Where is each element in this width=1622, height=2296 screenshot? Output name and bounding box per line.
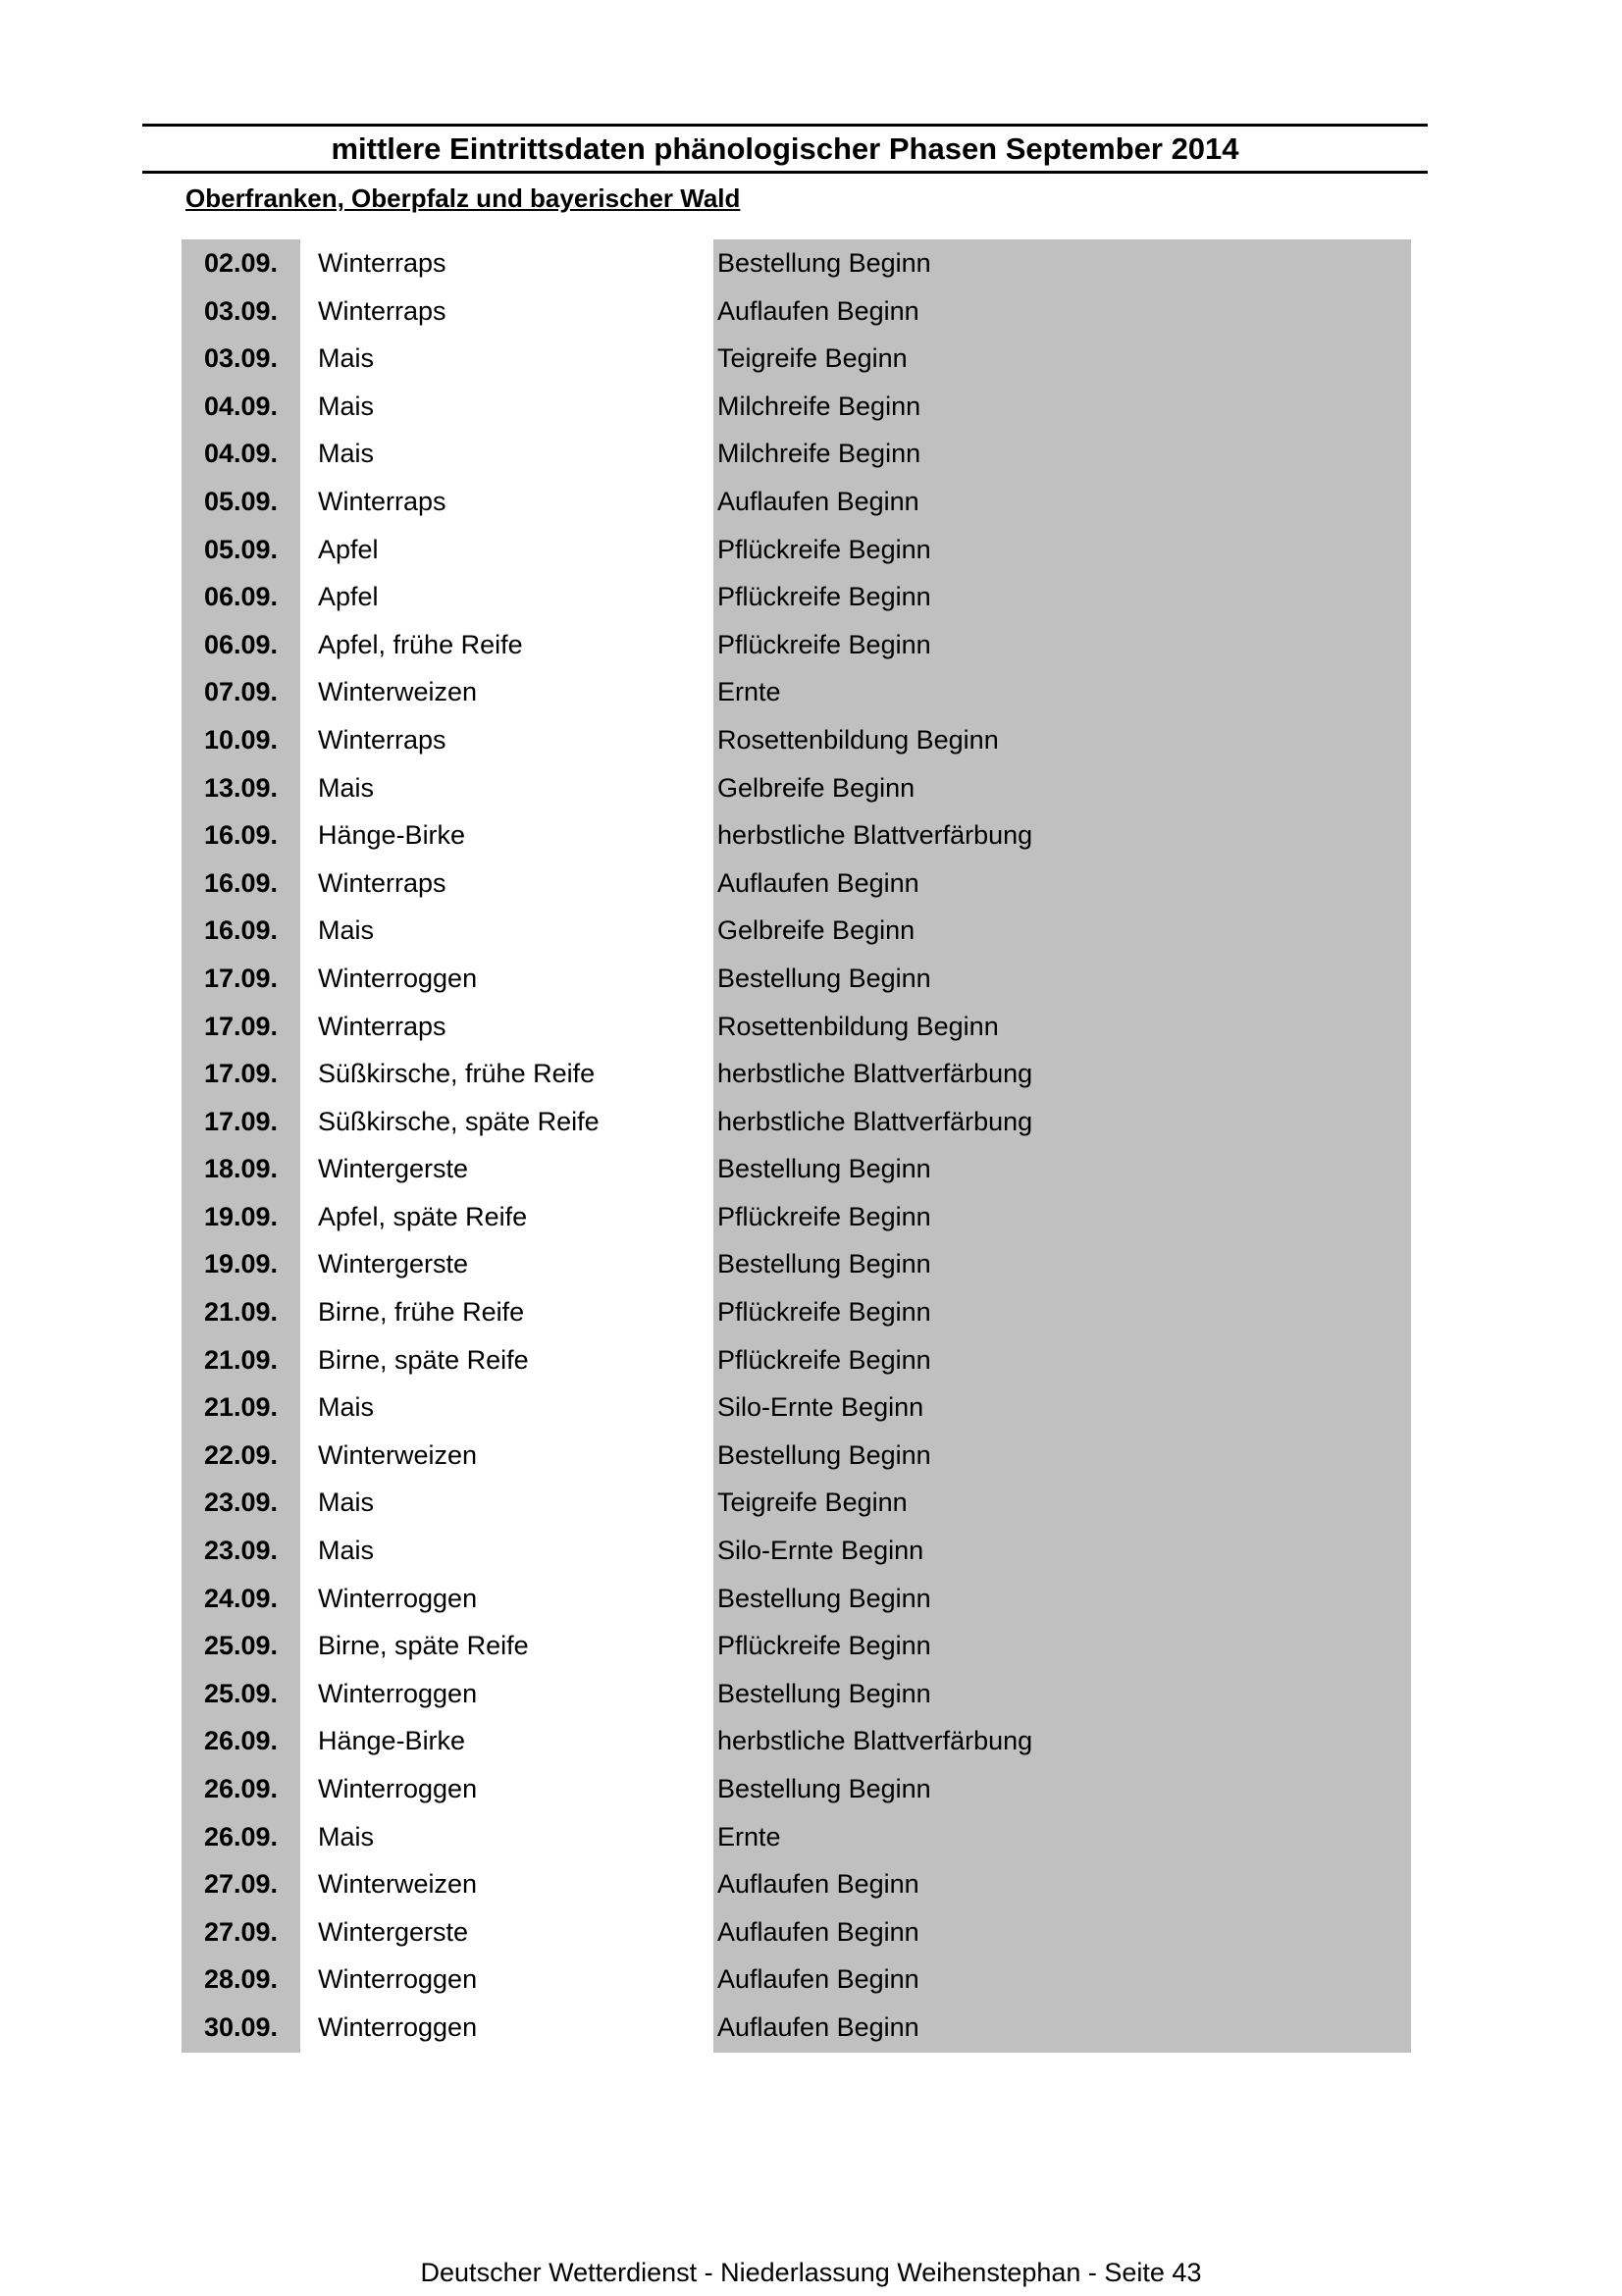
date-cell: 03.09. — [203, 343, 279, 374]
table-row — [182, 1765, 1411, 1813]
plant-cell: Apfel, späte Reife — [318, 1201, 528, 1231]
plant-cell: Wintergerste — [318, 1916, 469, 1947]
table-row — [182, 430, 1411, 478]
table-row — [182, 907, 1411, 955]
phase-cell: Auflaufen Beginn — [717, 2011, 919, 2042]
table-row — [182, 478, 1411, 526]
date-cell: 23.09. — [203, 1487, 279, 1518]
plant-cell: Mais — [318, 439, 375, 469]
phase-cell: Bestellung Beginn — [717, 1678, 931, 1708]
phase-cell: Pflückreife Beginn — [717, 1631, 931, 1661]
table-row — [182, 1288, 1411, 1336]
phase-cell: Bestellung Beginn — [717, 1439, 931, 1470]
date-cell: 16.09. — [203, 915, 279, 946]
date-cell: 21.09. — [203, 1392, 279, 1423]
plant-cell: Birne, späte Reife — [318, 1631, 529, 1661]
phase-cell: Milchreife Beginn — [717, 439, 921, 469]
phase-cell: Bestellung Beginn — [717, 1583, 931, 1613]
plant-cell: Winterroggen — [318, 2011, 478, 2042]
phase-cell: Rosettenbildung Beginn — [717, 724, 999, 755]
header-top-rule — [142, 124, 1428, 127]
date-cell: 03.09. — [203, 295, 279, 326]
phase-cell: Pflückreife Beginn — [717, 582, 931, 612]
plant-cell: Wintergerste — [318, 1249, 469, 1279]
plant-cell: Winterroggen — [318, 1678, 478, 1708]
phase-cell: Ernte — [717, 1821, 781, 1852]
date-cell: 21.09. — [203, 1344, 279, 1375]
phase-cell: Gelbreife Beginn — [717, 772, 916, 803]
date-cell: 22.09. — [203, 1439, 279, 1470]
plant-cell: Winterraps — [318, 486, 446, 516]
date-cell: 19.09. — [203, 1249, 279, 1279]
phase-cell: Auflaufen Beginn — [717, 867, 919, 898]
phase-cell: Pflückreife Beginn — [717, 1344, 931, 1375]
table-row — [182, 335, 1411, 383]
phase-cell: Ernte — [717, 677, 781, 707]
phase-cell: Teigreife Beginn — [717, 1487, 908, 1518]
phase-cell: Pflückreife Beginn — [717, 1297, 931, 1328]
date-cell: 13.09. — [203, 772, 279, 803]
table-row — [182, 1050, 1411, 1098]
phase-cell: herbstliche Blattverfärbung — [717, 1106, 1033, 1136]
plant-cell: Hänge-Birke — [318, 820, 466, 851]
date-cell: 17.09. — [203, 1011, 279, 1041]
table-row — [182, 526, 1411, 574]
table-row — [182, 621, 1411, 669]
date-cell: 24.09. — [203, 1583, 279, 1613]
phenology-table — [182, 239, 1411, 2052]
table-row — [182, 1860, 1411, 1908]
date-cell: 07.09. — [203, 677, 279, 707]
table-row — [182, 1098, 1411, 1146]
page-title: mittlere Eintrittsdaten phänologischer Phasen September 2014 — [331, 131, 1239, 166]
date-cell: 26.09. — [203, 1821, 279, 1852]
plant-cell: Winterraps — [318, 867, 446, 898]
plant-cell: Apfel — [318, 534, 379, 564]
table-row — [182, 764, 1411, 812]
table-row — [182, 1479, 1411, 1527]
table-row — [182, 1193, 1411, 1241]
plant-cell: Mais — [318, 1487, 375, 1518]
plant-cell: Süßkirsche, späte Reife — [318, 1106, 600, 1136]
region-subtitle: Oberfranken, Oberpfalz und bayerischer Wald — [185, 183, 741, 213]
plant-cell: Mais — [318, 391, 375, 421]
plant-cell: Winterweizen — [318, 1439, 478, 1470]
plant-cell: Winterraps — [318, 1011, 446, 1041]
plant-cell: Mais — [318, 1392, 375, 1423]
phase-cell: herbstliche Blattverfärbung — [717, 820, 1033, 851]
date-cell: 05.09. — [203, 486, 279, 516]
table-row — [182, 1432, 1411, 1480]
date-cell: 21.09. — [203, 1297, 279, 1328]
table-row — [182, 239, 1411, 287]
table-row — [182, 811, 1411, 860]
date-cell: 23.09. — [203, 1536, 279, 1566]
date-cell: 25.09. — [203, 1631, 279, 1661]
table-row — [182, 573, 1411, 621]
date-cell: 06.09. — [203, 629, 279, 659]
plant-cell: Winterroggen — [318, 1583, 478, 1613]
plant-cell: Mais — [318, 1536, 375, 1566]
plant-cell: Winterroggen — [318, 1964, 478, 1995]
phase-cell: Auflaufen Beginn — [717, 1964, 919, 1995]
date-cell: 05.09. — [203, 534, 279, 564]
phase-cell: herbstliche Blattverfärbung — [717, 1726, 1033, 1756]
phase-cell: Gelbreife Beginn — [717, 915, 916, 946]
date-cell: 26.09. — [203, 1726, 279, 1756]
phase-cell: Silo-Ernte Beginn — [717, 1536, 924, 1566]
table-row — [182, 668, 1411, 716]
date-cell: 26.09. — [203, 1774, 279, 1803]
plant-cell: Apfel — [318, 582, 379, 612]
phase-cell: Bestellung Beginn — [717, 1154, 931, 1184]
table-row — [182, 1383, 1411, 1432]
date-cell: 17.09. — [203, 963, 279, 993]
table-row — [182, 1003, 1411, 1051]
phase-cell: Bestellung Beginn — [717, 1774, 931, 1803]
plant-cell: Wintergerste — [318, 1154, 469, 1184]
page-footer: Deutscher Wetterdienst - Niederlassung Weihenstephan - Seite 43 — [420, 2258, 1202, 2287]
table-row — [182, 2004, 1411, 2052]
table-row — [182, 1956, 1411, 2004]
plant-cell: Mais — [318, 343, 375, 374]
date-cell: 28.09. — [203, 1964, 279, 1995]
date-cell: 17.09. — [203, 1059, 279, 1089]
phase-cell: Bestellung Beginn — [717, 248, 931, 278]
table-row — [182, 1527, 1411, 1575]
plant-cell: Winterroggen — [318, 963, 478, 993]
table-row — [182, 1670, 1411, 1718]
table-row — [182, 860, 1411, 908]
table-row — [182, 1717, 1411, 1765]
plant-cell: Birne, frühe Reife — [318, 1297, 525, 1328]
date-cell: 27.09. — [203, 1869, 279, 1900]
phase-cell: Auflaufen Beginn — [717, 486, 919, 516]
plant-cell: Winterraps — [318, 724, 446, 755]
phase-cell: Milchreife Beginn — [717, 391, 921, 421]
date-cell: 10.09. — [203, 724, 279, 755]
table-row — [182, 955, 1411, 1003]
plant-cell: Winterraps — [318, 295, 446, 326]
phase-cell: herbstliche Blattverfärbung — [717, 1059, 1033, 1089]
table-row — [182, 1908, 1411, 1957]
table-row — [182, 1813, 1411, 1861]
plant-cell: Winterraps — [318, 248, 446, 278]
phase-cell: Auflaufen Beginn — [717, 1916, 919, 1947]
phase-cell: Silo-Ernte Beginn — [717, 1392, 924, 1423]
table-row — [182, 1240, 1411, 1288]
plant-cell: Süßkirsche, frühe Reife — [318, 1059, 596, 1089]
date-cell: 30.09. — [203, 2011, 279, 2042]
plant-cell: Hänge-Birke — [318, 1726, 466, 1756]
date-cell: 17.09. — [203, 1106, 279, 1136]
date-cell: 19.09. — [203, 1201, 279, 1231]
table-row — [182, 1336, 1411, 1384]
plant-cell: Mais — [318, 772, 375, 803]
phase-cell: Auflaufen Beginn — [717, 1869, 919, 1900]
phase-cell: Teigreife Beginn — [717, 343, 908, 374]
date-cell: 16.09. — [203, 867, 279, 898]
date-cell: 27.09. — [203, 1916, 279, 1947]
phase-cell: Rosettenbildung Beginn — [717, 1011, 999, 1041]
date-cell: 04.09. — [203, 391, 279, 421]
table-row — [182, 716, 1411, 764]
plant-cell: Birne, späte Reife — [318, 1344, 529, 1375]
phase-cell: Pflückreife Beginn — [717, 629, 931, 659]
table-row — [182, 1575, 1411, 1623]
date-cell: 02.09. — [203, 248, 279, 278]
plant-cell: Winterweizen — [318, 677, 478, 707]
table-row — [182, 287, 1411, 336]
date-cell: 06.09. — [203, 582, 279, 612]
phase-cell: Pflückreife Beginn — [717, 534, 931, 564]
phase-cell: Auflaufen Beginn — [717, 295, 919, 326]
phase-cell: Bestellung Beginn — [717, 1249, 931, 1279]
date-cell: 25.09. — [203, 1678, 279, 1708]
plant-cell: Winterroggen — [318, 1774, 478, 1803]
plant-cell: Mais — [318, 1821, 375, 1852]
table-row — [182, 383, 1411, 431]
phase-cell: Pflückreife Beginn — [717, 1201, 931, 1231]
date-cell: 16.09. — [203, 820, 279, 851]
date-cell: 04.09. — [203, 439, 279, 469]
header-bottom-rule — [142, 171, 1428, 174]
plant-cell: Apfel, frühe Reife — [318, 629, 523, 659]
table-row — [182, 1622, 1411, 1670]
table-row — [182, 1145, 1411, 1193]
plant-cell: Winterweizen — [318, 1869, 478, 1900]
plant-cell: Mais — [318, 915, 375, 946]
phase-cell: Bestellung Beginn — [717, 963, 931, 993]
date-cell: 18.09. — [203, 1154, 279, 1184]
